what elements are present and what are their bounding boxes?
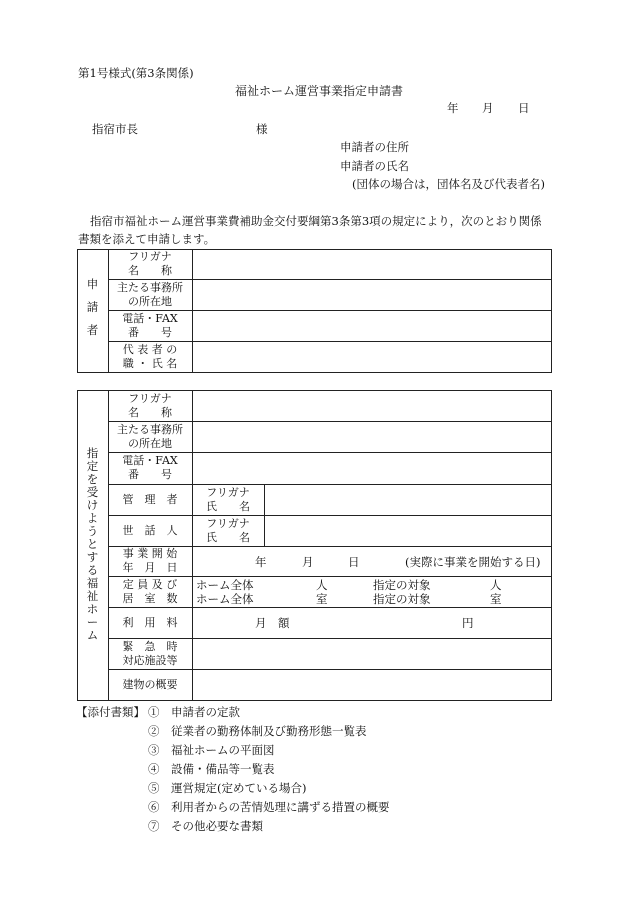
addressee-honorific: 様 bbox=[256, 122, 268, 136]
attachment-item: ② 従業者の勤務体制及び勤務形態一覧表 bbox=[148, 724, 367, 738]
applicant-group-note: (団体の場合は，団体名及び代表者名) bbox=[352, 177, 545, 191]
intro-line-2: 書類を添えて申請します。 bbox=[78, 232, 216, 246]
attachment-item: ⑦ その他必要な書類 bbox=[148, 819, 263, 833]
form-number: 第1号様式(第3条関係) bbox=[78, 66, 194, 80]
start-date-header: 事 業 開 始 年 月 日 bbox=[122, 547, 178, 574]
rooms-home-total-unit: 室 bbox=[316, 592, 328, 606]
start-date-year: 年 bbox=[255, 555, 267, 569]
capacity-home-total-label: ホーム全体 bbox=[196, 578, 254, 592]
attachment-item: ⑤ 運営規定(定めている場合) bbox=[148, 781, 307, 795]
applicant-office-header: 主たる事務所 の所在地 bbox=[117, 281, 183, 308]
applicant-name-header: フリガナ 名 称 bbox=[128, 250, 172, 277]
page-title: 福祉ホーム運営事業指定申請書 bbox=[235, 84, 404, 98]
fee-yen-unit: 円 bbox=[462, 616, 474, 630]
attachments-header: 【添付書類】 bbox=[76, 705, 145, 719]
rooms-designated-label: 指定の対象 bbox=[373, 592, 431, 606]
date-month-label: 月 bbox=[482, 101, 494, 115]
date-day-label: 日 bbox=[518, 101, 530, 115]
attachment-item: ① 申請者の定款 bbox=[148, 705, 240, 719]
attachment-item: ⑥ 利用者からの苦情処理に講ずる措置の概要 bbox=[148, 800, 390, 814]
home-section-label: 指 定 を 受 け よ う と す る 福 祉 ホ ー ム bbox=[86, 446, 99, 642]
caretaker-name-field[interactable] bbox=[266, 517, 550, 545]
applicant-representative-field[interactable] bbox=[194, 343, 550, 371]
home-office-header: 主たる事務所 の所在地 bbox=[117, 423, 183, 450]
capacity-designated-label: 指定の対象 bbox=[373, 578, 431, 592]
caretaker-header: 世 話 人 bbox=[122, 524, 178, 537]
capacity-header: 定 員 及 び 居 室 数 bbox=[122, 578, 178, 605]
manager-name-subheader: フリガナ 氏 名 bbox=[206, 486, 250, 513]
applicant-name-label: 申請者の氏名 bbox=[340, 159, 409, 173]
attachment-item: ③ 福祉ホームの平面図 bbox=[148, 743, 275, 757]
applicant-phone-header: 電話・FAX 番 号 bbox=[122, 312, 178, 339]
applicant-section-label: 申 請 者 bbox=[86, 277, 99, 337]
building-field[interactable] bbox=[194, 671, 550, 699]
caretaker-name-subheader: フリガナ 氏 名 bbox=[206, 517, 250, 544]
emergency-header: 緊 急 時 対応施設等 bbox=[122, 640, 178, 667]
home-name-field[interactable] bbox=[194, 392, 550, 420]
home-phone-header: 電話・FAX 番 号 bbox=[122, 454, 178, 481]
home-phone-field[interactable] bbox=[194, 454, 550, 483]
start-date-month: 月 bbox=[302, 555, 314, 569]
emergency-field[interactable] bbox=[194, 640, 550, 668]
manager-header: 管 理 者 bbox=[122, 493, 178, 506]
applicant-name-field[interactable] bbox=[194, 251, 550, 278]
intro-line-1: 指宿市福祉ホーム運営事業費補助金交付要綱第3条第3項の規定により，次のとおり関係 bbox=[90, 214, 542, 228]
capacity-home-total-unit: 人 bbox=[316, 578, 328, 592]
fee-monthly-label: 月 額 bbox=[255, 616, 290, 630]
applicant-address-label: 申請者の住所 bbox=[340, 140, 409, 154]
addressee-name: 指宿市長 bbox=[92, 122, 138, 136]
manager-name-field[interactable] bbox=[266, 486, 550, 514]
rooms-designated-unit: 室 bbox=[490, 592, 502, 606]
applicant-representative-header: 代 表 者 の 職 ・ 氏 名 bbox=[122, 343, 178, 370]
fee-header: 利 用 料 bbox=[122, 616, 178, 629]
home-office-field[interactable] bbox=[194, 423, 550, 451]
applicant-phone-field[interactable] bbox=[194, 312, 550, 340]
start-date-note: (実際に事業を開始する日) bbox=[405, 555, 541, 569]
date-year-label: 年 bbox=[447, 101, 459, 115]
attachment-item: ④ 設備・備品等一覧表 bbox=[148, 762, 275, 776]
start-date-day: 日 bbox=[348, 555, 360, 569]
home-name-header: フリガナ 名 称 bbox=[128, 392, 172, 419]
rooms-home-total-label: ホーム全体 bbox=[196, 592, 254, 606]
building-header: 建物の概要 bbox=[122, 678, 178, 691]
applicant-office-field[interactable] bbox=[194, 281, 550, 309]
capacity-designated-unit: 人 bbox=[490, 578, 502, 592]
